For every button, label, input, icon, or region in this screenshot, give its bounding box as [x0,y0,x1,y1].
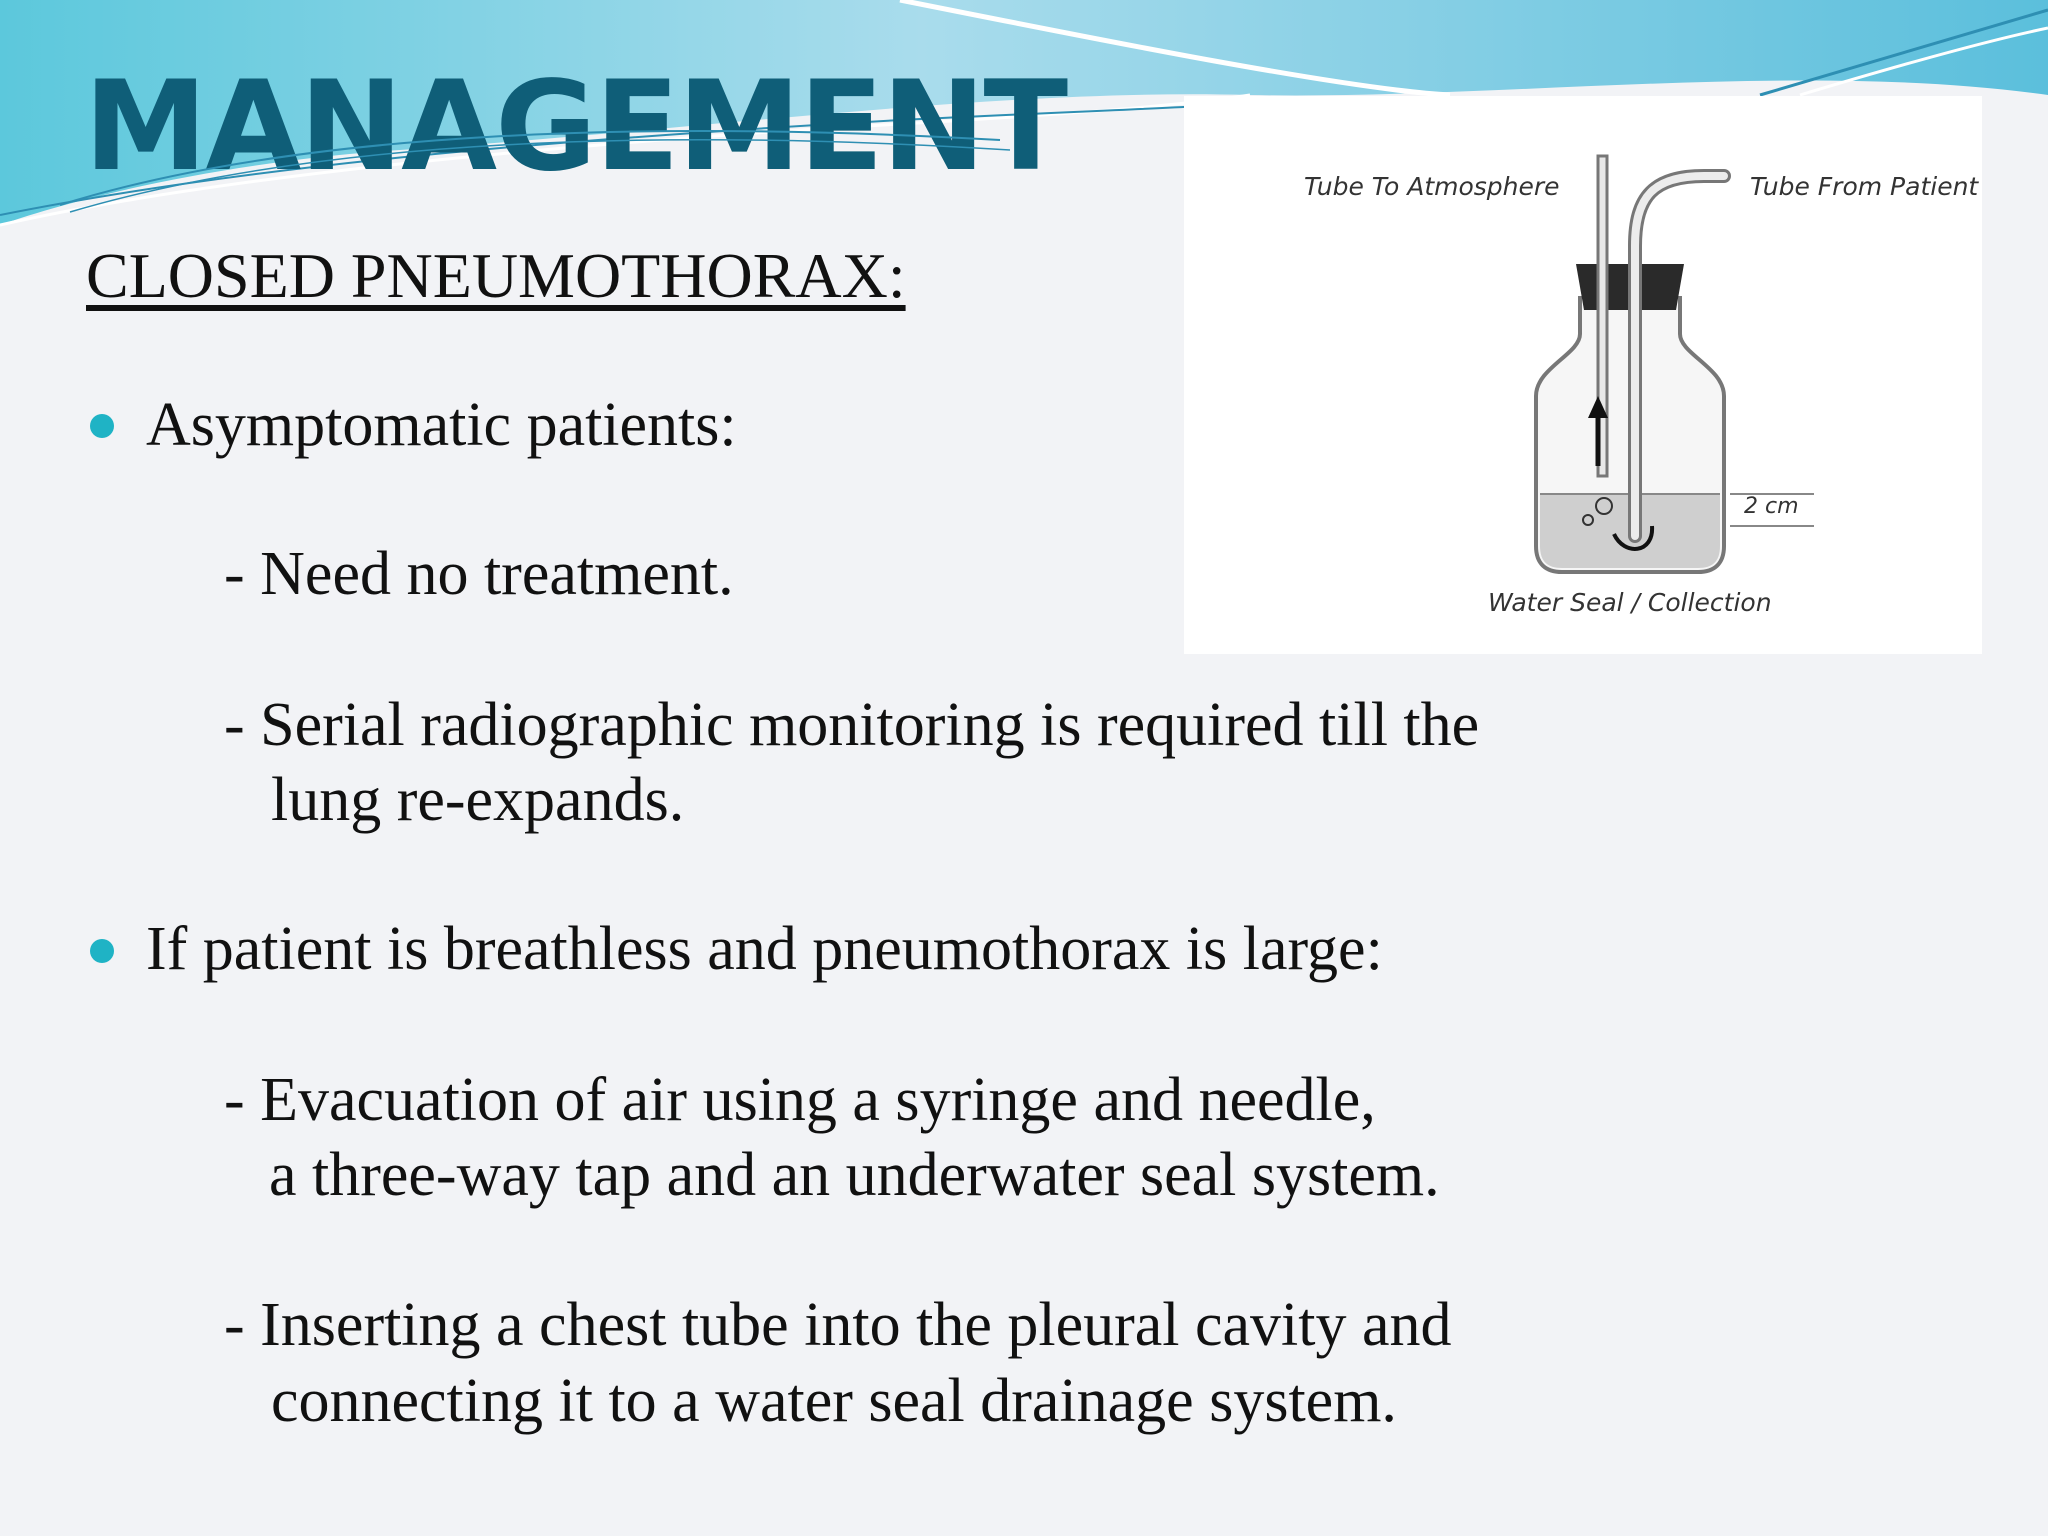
sub-item-continuation: connecting it to a water seal drainage system. [271,1367,1397,1435]
sub-item-line: - Inserting a chest tube into the pleural cavity and [224,1291,1452,1359]
water-seal-diagram [1184,96,1982,654]
bullet-dot [90,414,114,438]
bullet-heading: If patient is breathless and pneumothorax is large: [146,915,1383,983]
sub-item-continuation: a three-way tap and an underwater seal system. [269,1141,1440,1209]
sub-item-line: - Serial radiographic monitoring is required till the [224,691,1480,759]
diagram-label-depth: 2 cm [1744,494,1799,519]
sub-item-line: - Evacuation of air using a syringe and needle, [224,1066,1376,1134]
bullet-heading: Asymptomatic patients: [146,391,737,459]
diagram-label-atmosphere: Tube To Atmosphere [1304,172,1560,201]
diagram-label-patient: Tube From Patient [1750,172,1979,201]
bullet-dot [90,939,114,963]
section-subtitle: CLOSED PNEUMOTHORAX: [86,240,906,311]
slide-title: MANAGEMENT [84,55,1067,199]
sub-item-line: - Need no treatment. [224,540,734,608]
diagram-label-collection: Water Seal / Collection [1488,588,1772,617]
sub-item-continuation: lung re-expands. [271,766,685,834]
